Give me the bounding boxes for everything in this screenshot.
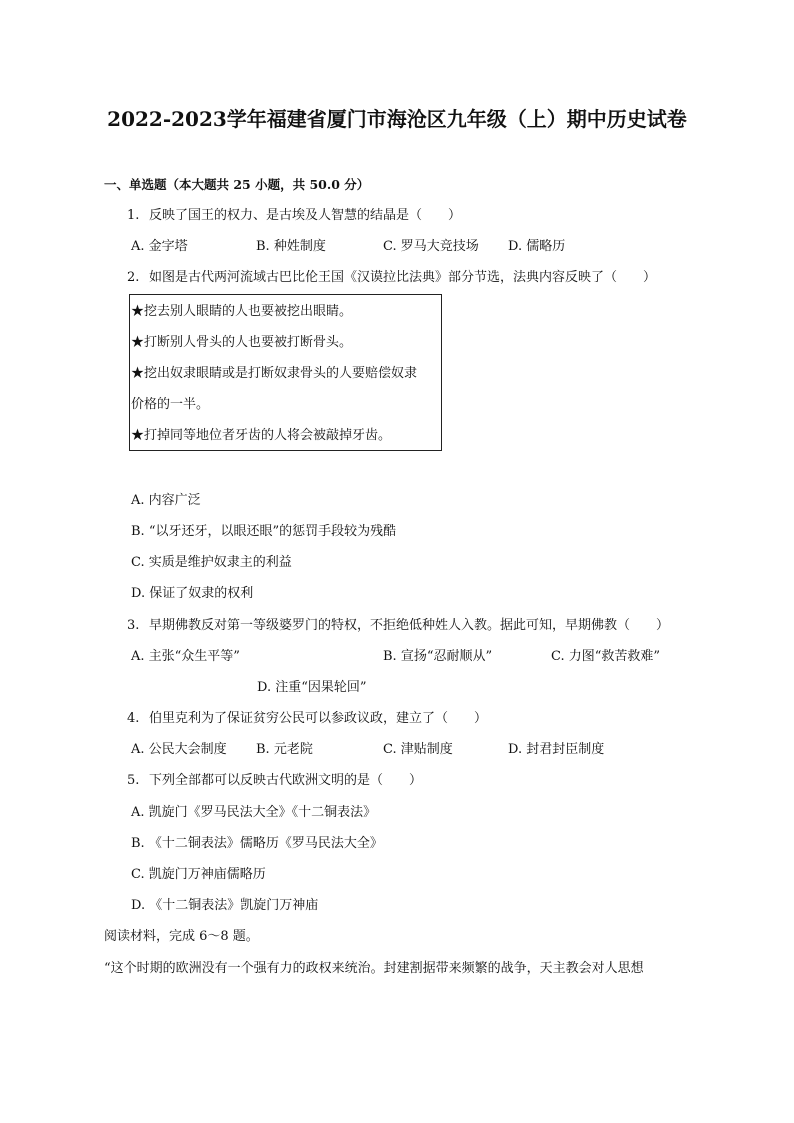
excerpt-line: ★打掉同等地位者牙齿的人将会被敲掉牙齿。 bbox=[131, 428, 392, 443]
question-number: 1. bbox=[127, 208, 140, 223]
q2-option-b[interactable]: B. “以牙还牙，以眼还眼”的惩罚手段较为残酷 bbox=[131, 524, 397, 539]
q5-option-c[interactable]: C. 凯旋门万神庙儒略历 bbox=[131, 867, 266, 882]
reading-text: “这个时期的欧洲没有一个强有力的政权来统治。封建割据带来频繁的战争，天主教会对人思想 bbox=[104, 961, 644, 976]
question-text: 下列全部都可以反映古代欧洲文明的是（ ） bbox=[149, 773, 423, 788]
question-text: 伯里克利为了保证贫穷公民可以参政议政，建立了（ ） bbox=[149, 711, 488, 726]
question-3 bbox=[127, 617, 669, 635]
q1-option-a[interactable]: A. 金字塔 bbox=[131, 239, 188, 254]
q5-option-b[interactable]: B. 《十二铜表法》儒略历《罗马民法大全》 bbox=[131, 836, 383, 851]
reading-intro: 阅读材料，完成 6～8 题。 bbox=[104, 929, 259, 944]
question-4 bbox=[127, 710, 487, 728]
q2-option-c[interactable]: C. 实质是维护奴隶主的利益 bbox=[131, 555, 292, 570]
excerpt-line: ★挖去别人眼睛的人也要被挖出眼睛。 bbox=[131, 304, 353, 319]
exam-title: 2022-2023学年福建省厦门市海沧区九年级（上）期中历史试卷 bbox=[107, 107, 687, 131]
excerpt-line: 价格的一半。 bbox=[131, 397, 210, 412]
q1-option-b[interactable]: B. 种姓制度 bbox=[256, 239, 326, 254]
q2-option-d[interactable]: D. 保证了奴隶的权利 bbox=[131, 586, 254, 601]
q3-option-b[interactable]: B. 宣扬“忍耐顺从” bbox=[383, 649, 493, 664]
section-heading: 一、单选题（本大题共 25 小题，共 50.0 分） bbox=[104, 177, 370, 192]
q3-option-a[interactable]: A. 主张“众生平等” bbox=[131, 649, 240, 664]
excerpt-line: ★打断别人骨头的人也要被打断骨头。 bbox=[131, 335, 353, 350]
question-text: 如图是古代两河流域古巴比伦王国《汉谟拉比法典》部分节选，法典内容反映了（ ） bbox=[149, 270, 657, 285]
q1-option-c[interactable]: C. 罗马大竞技场 bbox=[383, 239, 479, 254]
law-excerpt-box bbox=[129, 294, 442, 451]
question-2 bbox=[127, 269, 656, 287]
q3-option-c[interactable]: C. 力图“救苦救难” bbox=[551, 649, 661, 664]
question-number: 4. bbox=[127, 711, 140, 726]
question-number: 5. bbox=[127, 773, 140, 788]
q3-option-d[interactable]: D. 注重“因果轮回” bbox=[257, 680, 367, 695]
question-number: 3. bbox=[127, 618, 140, 633]
question-text: 早期佛教反对第一等级婆罗门的特权，不拒绝低种姓人入教。据此可知，早期佛教（ ） bbox=[149, 618, 670, 633]
q1-option-d[interactable]: D. 儒略历 bbox=[508, 239, 566, 254]
q4-option-a[interactable]: A. 公民大会制度 bbox=[131, 742, 227, 757]
q4-option-b[interactable]: B. 元老院 bbox=[256, 742, 313, 757]
question-text: 反映了国王的权力、是古埃及人智慧的结晶是（ ） bbox=[149, 208, 462, 223]
q2-option-a[interactable]: A. 内容广泛 bbox=[131, 493, 201, 508]
question-5 bbox=[127, 772, 422, 790]
q4-option-d[interactable]: D. 封君封臣制度 bbox=[508, 742, 605, 757]
q5-option-d[interactable]: D. 《十二铜表法》凯旋门万神庙 bbox=[131, 898, 319, 913]
question-number: 2. bbox=[127, 270, 140, 285]
question-1 bbox=[127, 207, 461, 225]
q4-option-c[interactable]: C. 津贴制度 bbox=[383, 742, 453, 757]
q5-option-a[interactable]: A. 凯旋门《罗马民法大全》《十二铜表法》 bbox=[131, 805, 377, 820]
excerpt-line: ★挖出奴隶眼睛或是打断奴隶骨头的人要赔偿奴隶 bbox=[131, 366, 418, 381]
